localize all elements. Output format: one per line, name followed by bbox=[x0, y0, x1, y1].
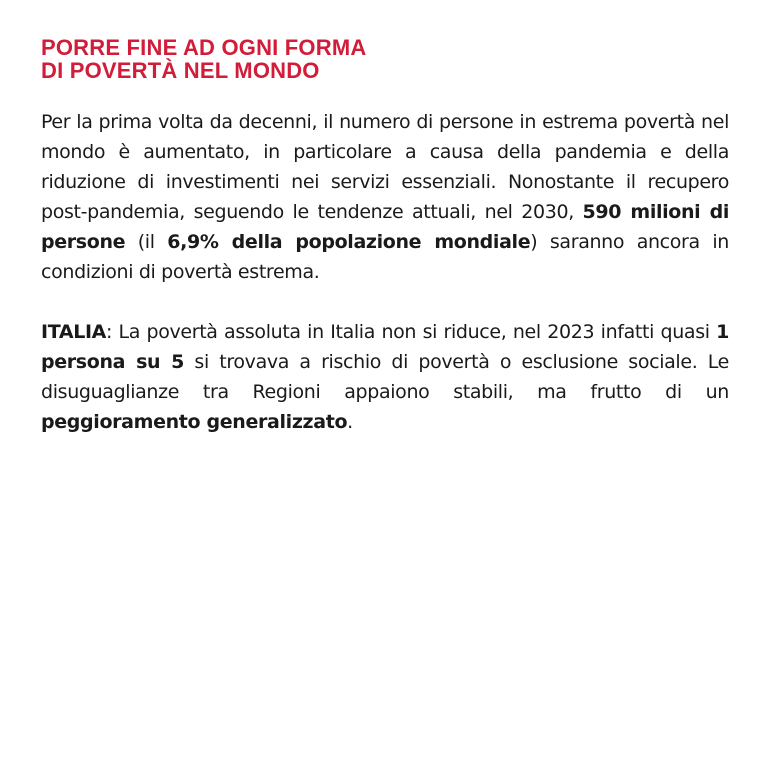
paragraph-world-text-c: ) saranno ancora in condizioni di povertà estrema. bbox=[41, 231, 729, 283]
paragraph-world-text-a: Per la prima volta da decenni, il numero di persone in estrema povertà nel mondo è aumentato, in particolare a causa della pandemia e della riduzione di investimenti nei servizi essenziali. Nonostante il recupero post-pandemia, seguendo le tendenze attuali, nel 2030, bbox=[41, 111, 729, 223]
paragraph-world-poverty bbox=[41, 107, 729, 287]
paragraph-italy-text-b: si trovava a rischio di povertà o esclusione sociale. Le disuguaglianze tra Regioni appaiono stabili, ma frutto di un bbox=[41, 351, 729, 403]
page-title-line-2: DI POVERTÀ NEL MONDO bbox=[41, 58, 320, 83]
page-title bbox=[41, 36, 729, 82]
content-area bbox=[41, 36, 729, 437]
highlight-590-million: 590 milioni di persone bbox=[41, 201, 729, 253]
highlight-general-worsening: peggioramento generalizzato bbox=[41, 411, 348, 433]
page-title-line-1: PORRE FINE AD OGNI FORMA bbox=[41, 35, 367, 60]
paragraph-italy bbox=[41, 317, 729, 437]
paragraph-italy-text-c: . bbox=[347, 411, 353, 433]
paragraph-italy-text-a: : La povertà assoluta in Italia non si riduce, nel 2023 infatti quasi bbox=[106, 321, 717, 343]
italy-label: ITALIA bbox=[41, 321, 107, 343]
paragraph-world-text-b: (il bbox=[125, 231, 168, 253]
highlight-one-in-five: 1 persona su 5 bbox=[41, 321, 729, 373]
highlight-world-population-share: 6,9% della popolazione mondiale bbox=[167, 231, 531, 253]
